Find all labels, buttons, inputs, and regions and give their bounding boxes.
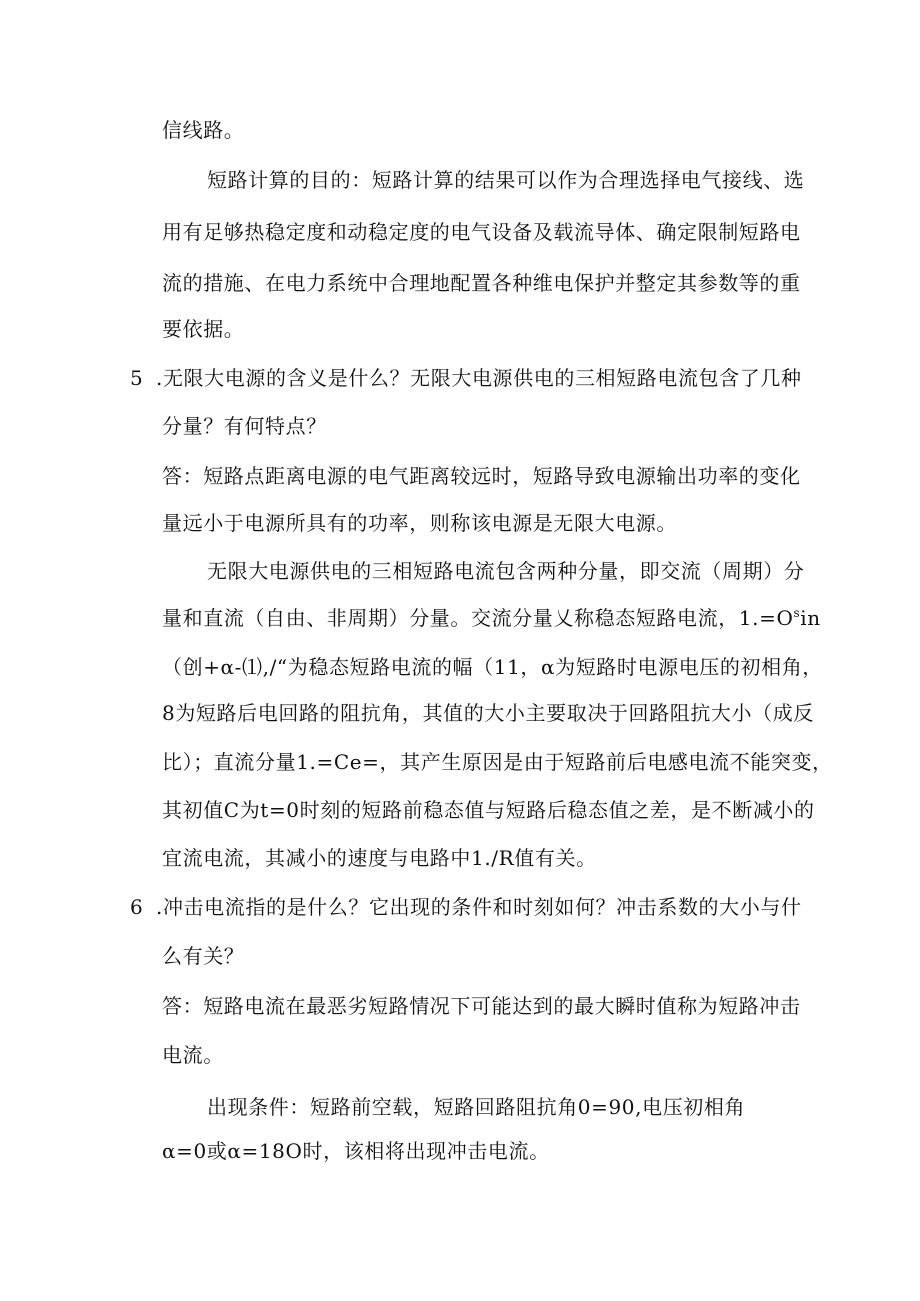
question-line: .冲击电流指的是什么？它出现的条件和时刻如何？冲击系数的大小与什 bbox=[156, 895, 802, 919]
paragraph-line: 要依据。 bbox=[162, 317, 245, 341]
answer-line: 量远小于电源所具有的功率，则称该电源是无限大电源。 bbox=[162, 511, 677, 535]
answer-line: 答：短路电流在最恶劣短路情况下可能达到的最大瞬时值称为短路冲击 bbox=[162, 994, 801, 1018]
paragraph-line: 出现条件：短路前空载，短路回路阻抗角0=90,电压初相角 bbox=[207, 1095, 746, 1119]
formula-superscript: s bbox=[793, 606, 801, 620]
paragraph-line: 用有足够热稳定度和动稳定度的电气设备及载流导体、确定限制短路电 bbox=[162, 220, 801, 244]
paragraph-line: α=0或α=18O时，该相将出现冲击电流。 bbox=[162, 1139, 550, 1163]
paragraph-line: 比）；直流分量1.=Ce=，其产生原因是由于短路前后电感电流不能突变， bbox=[162, 750, 833, 774]
paragraph-line: 宜流电流，其减小的速度与电路中1./R值有关。 bbox=[162, 846, 597, 870]
paragraph-line: （创+α-⑴,/“为稳态短路电流的幅（11，α为短路时电源电压的初相角， bbox=[162, 655, 823, 679]
paragraph-line: 短路计算的目的：短路计算的结果可以作为合理选择电气接线、选 bbox=[207, 168, 805, 192]
question-line: 分量？有何特点？ bbox=[162, 414, 327, 438]
formula-text: 量和直流（自由、非周期）分量。交流分量乂称稳态短路电流，1.=O bbox=[162, 606, 794, 630]
question-number: 6 bbox=[130, 895, 143, 919]
answer-line: 答：短路点距离电源的电气距离较远时，短路导致电源输出功率的变化 bbox=[162, 464, 801, 488]
question-line: 么有关？ bbox=[162, 944, 245, 968]
paragraph-line: 信线路。 bbox=[162, 118, 245, 142]
paragraph-line: 无限大电源供电的三相短路电流包含两种分量，即交流（周期）分 bbox=[207, 559, 805, 583]
paragraph-line bbox=[162, 605, 821, 631]
formula-text: in bbox=[800, 606, 821, 630]
question-line: .无限大电源的含义是什么？无限大电源供电的三相短路电流包含了几种 bbox=[156, 366, 802, 390]
answer-line: 电流。 bbox=[162, 1043, 224, 1067]
paragraph-line: 流的措施、在电力系统中合理地配置各种维电保护并整定其参数等的重 bbox=[162, 271, 801, 295]
paragraph-line: 8为短路后电回路的阻抗角，其值的大小主要取决于回路阻抗大小（成反 bbox=[162, 701, 814, 725]
question-number: 5 bbox=[130, 366, 143, 390]
paragraph-line: 其初值C为t=0时刻的短路前稳态值与短路后稳态值之差，是不断减小的 bbox=[162, 798, 815, 822]
